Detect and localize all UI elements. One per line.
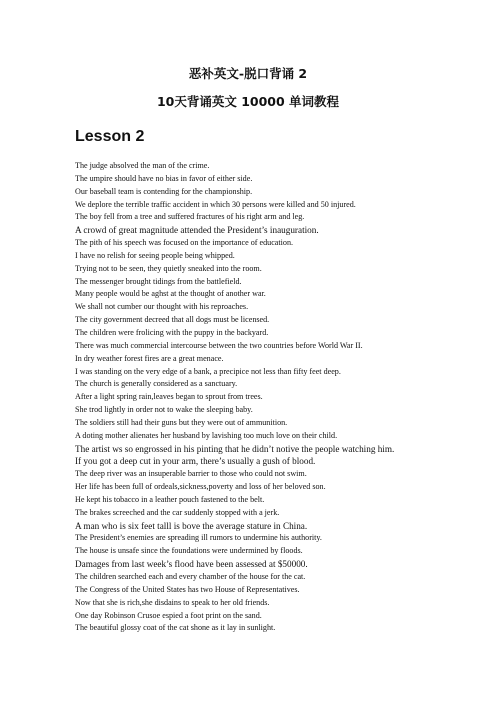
sentence-line: Many people would be aghst at the thought of another war.	[75, 289, 266, 299]
sentence-line: We shall not cumber our thought with his reproaches.	[75, 302, 249, 312]
sentence-line: The judge absolved the man of the crime.	[75, 161, 210, 170]
sentence-line: He kept his tobacco in a leather pouch fastened to the belt.	[75, 494, 265, 504]
sentence-line: The boy fell from a tree and suffered fractures of his right arm and leg.	[75, 212, 305, 222]
sentence-line: Our baseball team is contending for the championship.	[75, 186, 253, 196]
sentence-line: After a light spring rain,leaves began to sprout from trees.	[75, 392, 263, 402]
sentence-line: In dry weather forest fires are a great menace.	[75, 353, 224, 363]
sentence-line: A crowd of great magnitude attended the President’s inauguration.	[75, 225, 319, 236]
sentence-line: Damages from last week’s flood have been assessed at $50000.	[75, 559, 308, 570]
sentence-line: I have no relish for seeing people being whipped.	[75, 250, 235, 260]
sentence-line: The children were frolicing with the puppy in the backyard.	[75, 327, 269, 337]
sentence-line: I was standing on the very edge of a bank, a precipice not less than fifty feet deep.	[75, 366, 341, 376]
sentence-line: The brakes screeched and the car suddenly stopped with a jerk.	[75, 507, 280, 517]
document-title: 恶补英文-脱口背诵 2	[188, 66, 308, 81]
sentence-line: The children searched each and every chamber of the house for the cat.	[75, 572, 306, 581]
sentence-line: The beautiful glossy coat of the cat shone as it lay in sunlight.	[75, 623, 276, 633]
sentence-line: We deplore the terrible traffic accident in which 30 persons were killed and 50 injured.	[75, 199, 356, 209]
sentence-line: Now that she is rich,she disdains to speak to her old friends.	[75, 597, 270, 607]
sentence-line: A doting mother alienates her husband by lavishing too much love on their child.	[75, 430, 338, 440]
sentence-line: The deep river was an insuperable barrier to those who could not swim.	[75, 469, 307, 479]
sentence-line: The umpire should have no bias in favor of either side.	[75, 173, 253, 183]
lesson-heading: Lesson 2	[75, 128, 145, 145]
document-subtitle: 10天背诵英文 10000 单词教程	[156, 94, 340, 109]
sentence-list	[75, 160, 475, 635]
sentence-line: The Congress of the United States has two House of Representatives.	[75, 584, 300, 594]
sentence-line: The soldiers still had their guns but they were out of ammunition.	[75, 417, 288, 427]
sentence-line: The church is generally considered as a sanctuary.	[75, 379, 238, 389]
sentence-line: She trod lightly in order not to wake the sleeping baby.	[75, 405, 253, 415]
sentence-line: A man who is six feet talll is bove the average stature in China.	[75, 520, 308, 531]
sentence-line: One day Robinson Crusoe espied a foot print on the sand.	[75, 610, 262, 620]
sentence-line: The artist ws so engrossed in his pinting that he didn’t notive the people watching him.	[75, 443, 395, 454]
sentence-line: If you got a deep cut in your arm, there’s usually a gush of blood.	[75, 456, 316, 467]
sentence-line: The pith of his speech was focused on the importance of education.	[75, 238, 294, 248]
sentence-line: Her life has been full of ordeals,sickness,poverty and loss of her beloved son.	[75, 482, 326, 492]
sentence-line: The messenger brought tidings from the battlefield.	[75, 276, 242, 286]
sentence-line: The house is unsafe since the foundations were undermined by floods.	[75, 546, 303, 556]
sentence-line: The city government decreed that all dogs must be licensed.	[75, 315, 270, 325]
sentence-line: The President’s enemies are spreading ill rumors to undermine his authority.	[75, 533, 322, 543]
sentence-line: There was much commercial intercourse between the two countries before World War II.	[75, 340, 363, 350]
sentence-line: Trying not to be seen, they quietly sneaked into the room.	[75, 263, 262, 273]
